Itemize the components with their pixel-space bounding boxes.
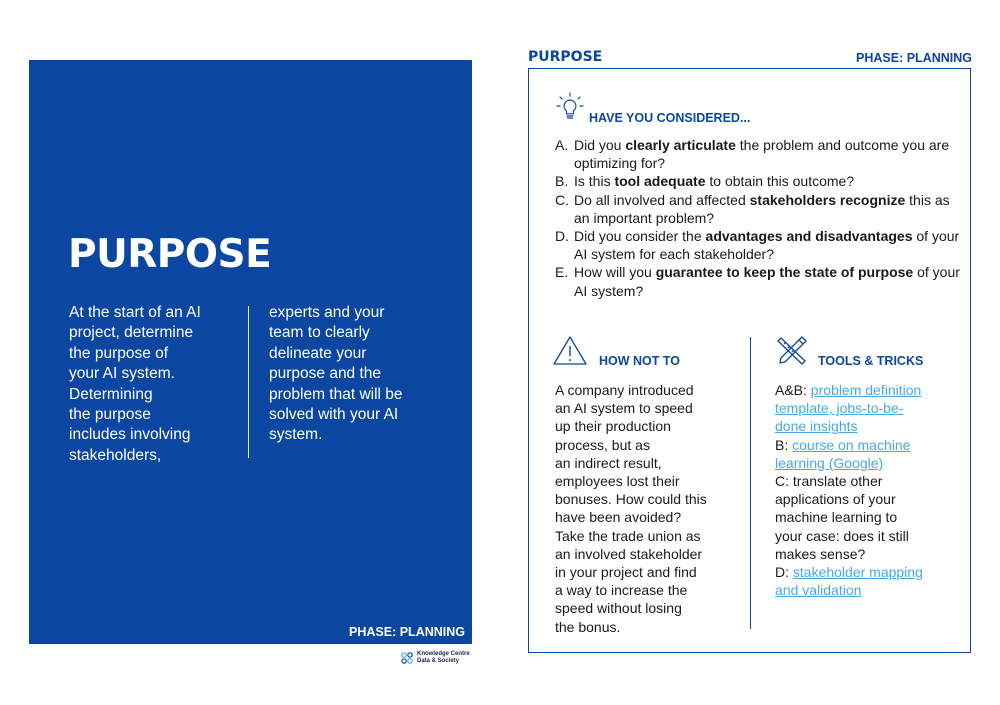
considered-item-text: Do all involved and affected (574, 191, 750, 208)
cover-text-right: experts and your team to clearly delineate your purpose and the problem that will be solved with your AI system. (269, 304, 403, 444)
logo-line-1: Knowledge Centre (417, 651, 470, 657)
considered-item-letter: A. (555, 137, 569, 153)
cover-phase-label: PHASE: PLANNING (349, 625, 465, 639)
ml-course-link[interactable]: course on machine (792, 436, 911, 453)
detail-phase-label: PHASE: PLANNING (856, 51, 972, 65)
how-not-to-text: A company introduced an AI system to speed up their production process, but as an indirect result, employees lost their bonuses. How could this have been avoided? Take the trade union as an involved stakeholder in your project and find a way to increase the speed without losing the bonus. (555, 382, 707, 635)
warning-triangle-icon (551, 334, 589, 366)
tools-d-prefix: D: (775, 564, 793, 581)
tools-c-line-2: applications of your (775, 491, 896, 508)
considered-item-text: the problem and outcome you are optimizing for? (574, 137, 950, 172)
considered-item-text: Is this (574, 173, 615, 190)
tools-c-line-5: makes sense? (775, 545, 866, 562)
considered-item-emphasis: advantages and disadvantages (705, 228, 913, 245)
considered-item (555, 263, 965, 299)
tools-c-line-1: C: translate other (775, 473, 883, 490)
considered-item-letter: B. (555, 173, 569, 190)
cover-card (29, 60, 472, 644)
stakeholder-mapping-link-cont[interactable]: and validation (775, 582, 862, 599)
considered-item-letter: D. (555, 228, 569, 245)
considered-item (555, 172, 965, 190)
pencil-ruler-icon (775, 334, 809, 366)
tools-text (775, 381, 955, 599)
considered-item-text: How will you (574, 264, 656, 281)
cover-title: PURPOSE (68, 232, 272, 277)
considered-item-letter: E. (555, 264, 569, 281)
considered-item-text: this as an important problem? (574, 191, 950, 226)
detail-title: PURPOSE (528, 49, 603, 65)
tools-c-line-4: your case: does it still (775, 527, 909, 544)
considered-item-emphasis: tool adequate (614, 173, 706, 190)
tools-b-prefix: B: (775, 436, 793, 453)
tools-c-line-3: machine learning to (775, 509, 898, 526)
jobs-to-be-done-link[interactable]: done insights (775, 418, 858, 435)
considered-item (555, 191, 965, 227)
considered-item-emphasis: clearly articulate (625, 137, 736, 153)
considered-list (555, 136, 965, 300)
section-divider (750, 337, 751, 629)
considered-item-text: Did you (574, 137, 626, 153)
problem-definition-link[interactable]: problem definition (810, 382, 922, 398)
considered-item-text: Did you consider the (574, 228, 706, 245)
considered-heading: HAVE YOU CONSIDERED... (589, 111, 751, 125)
logo-line-2: Data & Society (417, 658, 460, 664)
how-not-to-heading: HOW NOT TO (599, 354, 681, 368)
considered-item-letter: C. (555, 191, 569, 208)
stakeholder-mapping-link[interactable]: stakeholder mapping (792, 564, 923, 581)
tools-ab-prefix: A&B: (775, 382, 811, 398)
considered-item-text: of your AI system? (574, 264, 960, 299)
lightbulb-icon (553, 91, 587, 123)
ml-course-link-cont[interactable]: learning (Google) (775, 454, 884, 471)
detail-card (528, 68, 971, 653)
knowledge-centre-logo (400, 651, 470, 665)
cover-text-left: At the start of an AI project, determine the purpose of your AI system. Determining the purpose includes involving stakeholders, (69, 304, 201, 464)
tools-heading: TOOLS & TRICKS (818, 354, 924, 368)
considered-item-emphasis: stakeholders recognize (749, 191, 906, 208)
considered-item-text: of your AI system for each stakeholder? (574, 228, 960, 263)
considered-item (555, 136, 965, 172)
knowledge-centre-logo-icon (400, 651, 414, 665)
considered-item (555, 227, 965, 263)
considered-item-text: to obtain this outcome? (705, 173, 855, 190)
cover-column-divider (248, 306, 249, 458)
considered-item-emphasis: guarantee to keep the state of purpose (655, 264, 914, 281)
problem-definition-link-cont[interactable]: template, jobs-to-be- (775, 400, 904, 417)
tools-line-ab (775, 381, 955, 399)
